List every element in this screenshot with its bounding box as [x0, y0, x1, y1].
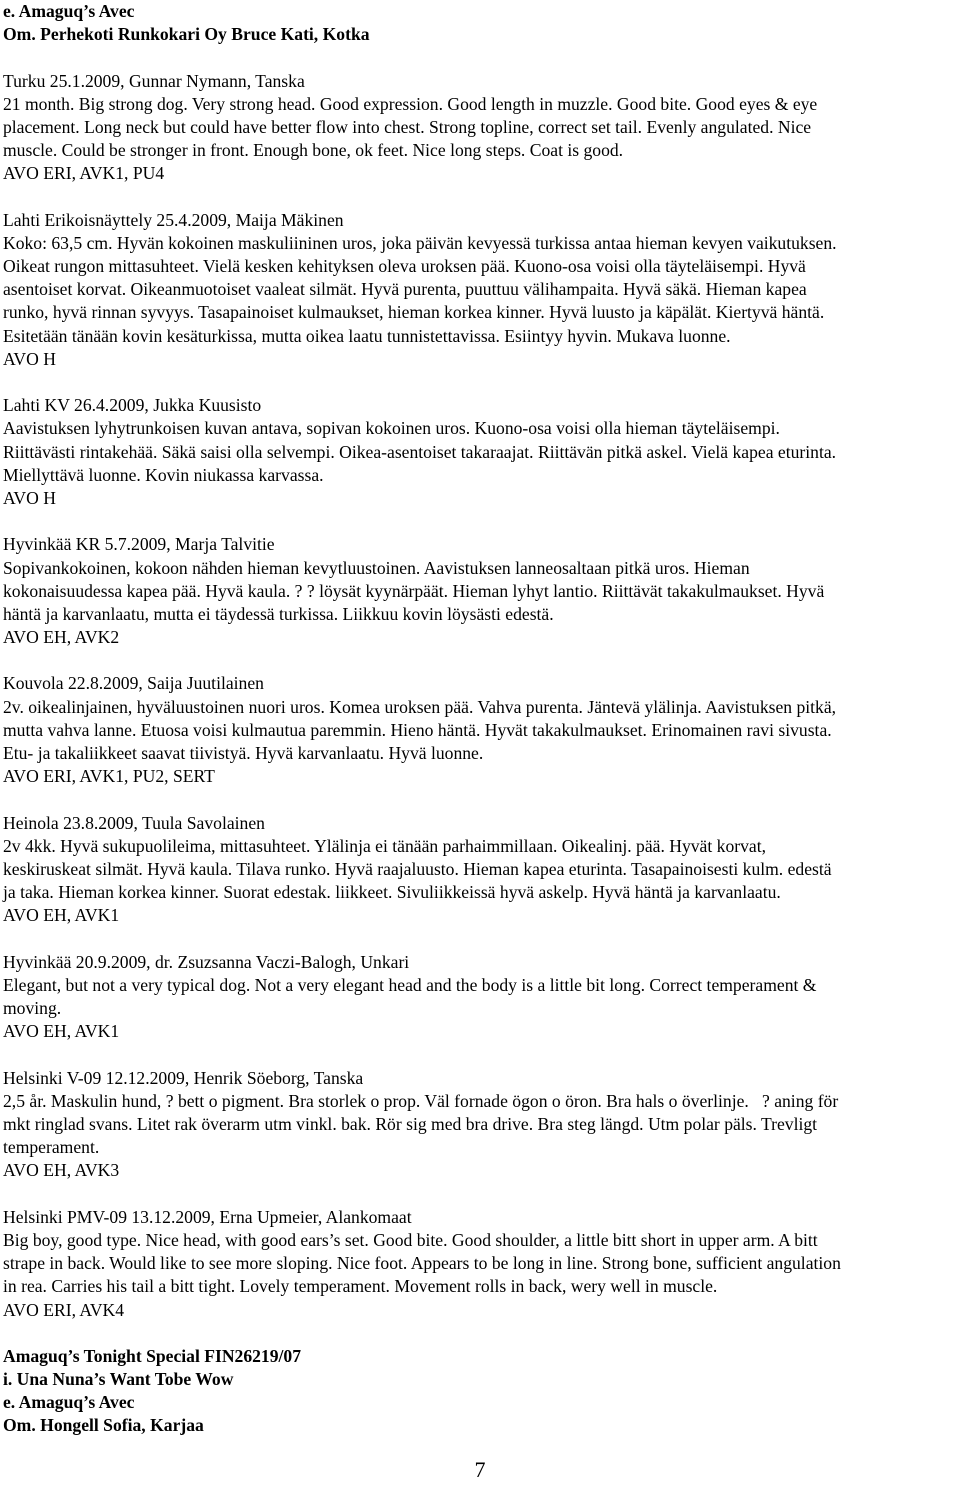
- critique-line: Etu- ja takaliikkeet saavat tiivistyä. Hyvä karvanlaatu. Hyvä luonne.: [3, 743, 484, 763]
- critique-line: muscle. Could be stronger in front. Enough bone, ok feet. Nice long steps. Coat is good.: [3, 140, 624, 161]
- dam-line: e. Amaguq’s Avec: [3, 1, 135, 21]
- spacer: [3, 371, 951, 394]
- show-result: AVO EH, AVK3: [3, 1160, 120, 1181]
- show-title: Lahti KV 26.4.2009, Jukka Kuusisto: [3, 395, 262, 416]
- spacer: [3, 649, 951, 672]
- show-result: AVO ERI, AVK4: [3, 1299, 125, 1320]
- spacer: [3, 788, 951, 811]
- show-title: Kouvola 22.8.2009, Saija Juutilainen: [3, 673, 264, 694]
- show-title: Hyvinkää 20.9.2009, dr. Zsuzsanna Vaczi-Balogh, Unkari: [3, 951, 410, 972]
- critique-line: keskiruskeat silmät. Hyvä kaula. Tilava runko. Hyvä raajaluusto. Hieman kapea eturinta. Tasapainoisesti kulm. edestä: [3, 858, 832, 879]
- critique-line: Big boy, good type. Nice head, with good ears’s set. Good bite. Good shoulder, a little bitt short in upper arm. A bitt: [3, 1229, 818, 1250]
- critique-line: in rea. Carries his tail a bitt tight. Lovely temperament. Movement rolls in back, wery well in muscle.: [3, 1276, 718, 1297]
- show-entry: [3, 209, 951, 395]
- show-entry: [3, 951, 951, 1067]
- critique-line: Koko: 63,5 cm. Hyvän kokoinen maskuliininen uros, joka päivän kevyessä turkissa antaa hieman kevyen vaikutuksen.: [3, 232, 837, 253]
- show-result: AVO H: [3, 348, 56, 369]
- show-title: Turku 25.1.2009, Gunnar Nymann, Tanska: [3, 70, 305, 91]
- critique-line: mkt ringlad svans. Litet rak överarm utm vinkl. bak. Rör sig med bra drive. Bra steg längd. Utm polar päls. Trevligt: [3, 1114, 818, 1134]
- spacer: [3, 1322, 951, 1345]
- show-result: AVO EH, AVK2: [3, 627, 120, 648]
- critique-line: 2v 4kk. Hyvä sukupuolileima, mittasuhteet. Ylälinja ei tänään parhaimmillaan. Oikealinj. pää. Hyvät korvat,: [3, 835, 766, 856]
- critique-line: asentoiset korvat. Oikeanmuotoiset vaaleat silmät. Hyvä purenta, puuttuu välihampaita. Hyvä säkä. Hieman kapea: [3, 279, 807, 300]
- critique-line: runko, hyvä rinnan syvyys. Tasapainoiset kulmaukset, hieman korkea kinner. Hyvä luusto ja käpälät. Kiertyvä häntä.: [3, 302, 825, 323]
- show-entry: [3, 70, 951, 209]
- critique-line: häntä ja karvanlaatu, mutta ei täydessä turkissa. Liikkuu kovin löysästi edestä.: [3, 603, 554, 624]
- sire-line: i. Una Nuna’s Want Tobe Wow: [3, 1369, 234, 1390]
- document-page: [3, 0, 951, 1438]
- critique-line: Oikeat rungon mittasuhteet. Vielä kesken kehityksen oleva uroksen pää. Kuono-osa voisi olla täyteläisempi. Hyvä: [3, 256, 806, 277]
- critique-line: placement. Long neck but could have better flow into chest. Strong topline, correct set tail. Evenly angulated. Nice: [3, 116, 812, 137]
- critique-line: mutta vahva lanne. Etuosa voisi kulmautua paremmin. Hieno häntä. Hyvät takakulmaukset. Erinomainen ravi sivusta.: [3, 719, 832, 740]
- show-title: Heinola 23.8.2009, Tuula Savolainen: [3, 812, 265, 833]
- owner-line: Om. Hongell Sofia, Karjaa: [3, 1415, 204, 1436]
- spacer: [3, 186, 951, 209]
- critique-line: Elegant, but not a very typical dog. Not a very elegant head and the body is a little bit long. Correct temperament &: [3, 974, 817, 995]
- show-title: Helsinki PMV-09 13.12.2009, Erna Upmeier, Alankomaat: [3, 1206, 412, 1227]
- critique-line: Sopivankokoinen, kokoon nähden hieman kevytluustoinen. Aavistuksen lanneosaltaan pitkä uros. Hieman: [3, 557, 750, 578]
- critique-line: strape in back. Would like to see more sloping. Nice foot. Appears to be long in line. Strong bone, sufficient angulation: [3, 1253, 841, 1274]
- show-entry: [3, 533, 951, 672]
- show-title: Hyvinkää KR 5.7.2009, Marja Talvitie: [3, 534, 275, 555]
- show-result: AVO EH, AVK1: [3, 1021, 120, 1042]
- show-title: Helsinki V-09 12.12.2009, Henrik Söeborg, Tanska: [3, 1067, 364, 1088]
- critique-line: moving.: [3, 998, 62, 1019]
- spacer: [3, 1043, 951, 1066]
- show-result: AVO ERI, AVK1, PU2, SERT: [3, 766, 215, 787]
- spacer: [3, 510, 951, 533]
- spacer: [3, 928, 951, 951]
- show-entry: [3, 672, 951, 811]
- dog-name: Amaguq’s Tonight Special FIN26219/07: [3, 1345, 302, 1366]
- critique-line: ja taka. Hieman korkea kinner. Suorat edestak. liikkeet. Sivuliikkeissä hyvä askelp. Hyvä häntä ja karvanlaatu.: [3, 882, 781, 903]
- show-result: AVO EH, AVK1: [3, 905, 120, 926]
- page-number: 7: [474, 1457, 486, 1482]
- owner-line: Om. Perhekoti Runkokari Oy Bruce Kati, Kotka: [3, 24, 370, 45]
- critique-line: kokonaisuudessa kapea pää. Hyvä kaula. ? ? löysät kyynärpäät. Hieman lyhyt lantio. Riittävät takakulmaukset. Hyvä: [3, 580, 825, 601]
- critique-line: Miellyttävä luonne. Kovin niukassa karvassa.: [3, 464, 324, 485]
- critique-line: 21 month. Big strong dog. Very strong head. Good expression. Good length in muzzle. Good bite. Good eyes & eye: [3, 93, 818, 114]
- show-result: AVO ERI, AVK1, PU4: [3, 163, 165, 184]
- show-entry: [3, 1206, 951, 1322]
- spacer: [3, 46, 951, 69]
- show-entry: [3, 1067, 951, 1206]
- show-results-list: [3, 70, 951, 1322]
- critique-line: 2,5 år. Maskulin hund, ? bett o pigment. Bra storlek o prop. Väl fornade ögon o öron. Bra hals o överlinje. ? aning för: [3, 1090, 839, 1111]
- critique-line: temperament.: [3, 1137, 100, 1158]
- critique-line: Esitetään tänään kovin kesäturkissa, mutta oikea laatu tunnistettavissa. Esiintyy hyvin. Mukava luonne.: [3, 325, 731, 346]
- show-title: Lahti Erikoisnäyttely 25.4.2009, Maija Mäkinen: [3, 209, 344, 230]
- dam-line: e. Amaguq’s Avec: [3, 1392, 135, 1413]
- show-entry: [3, 394, 951, 533]
- critique-line: Aavistuksen lyhytrunkoisen kuvan antava, sopivan kokoinen uros. Kuono-osa voisi olla hieman täyteläisempi.: [3, 418, 780, 439]
- show-result: AVO H: [3, 487, 56, 508]
- critique-line: 2v. oikealinjainen, hyväluustoinen nuori uros. Komea uroksen pää. Vahva purenta. Jäntevä ylälinja. Aavistuksen pitkä,: [3, 696, 837, 717]
- spacer: [3, 1183, 951, 1206]
- critique-line: Riittävästi rintakehää. Säkä saisi olla selvempi. Oikea-asentoiset takaraajat. Riittävän pitkä askel. Vielä kapea eturinta.: [3, 441, 837, 462]
- show-entry: [3, 812, 951, 951]
